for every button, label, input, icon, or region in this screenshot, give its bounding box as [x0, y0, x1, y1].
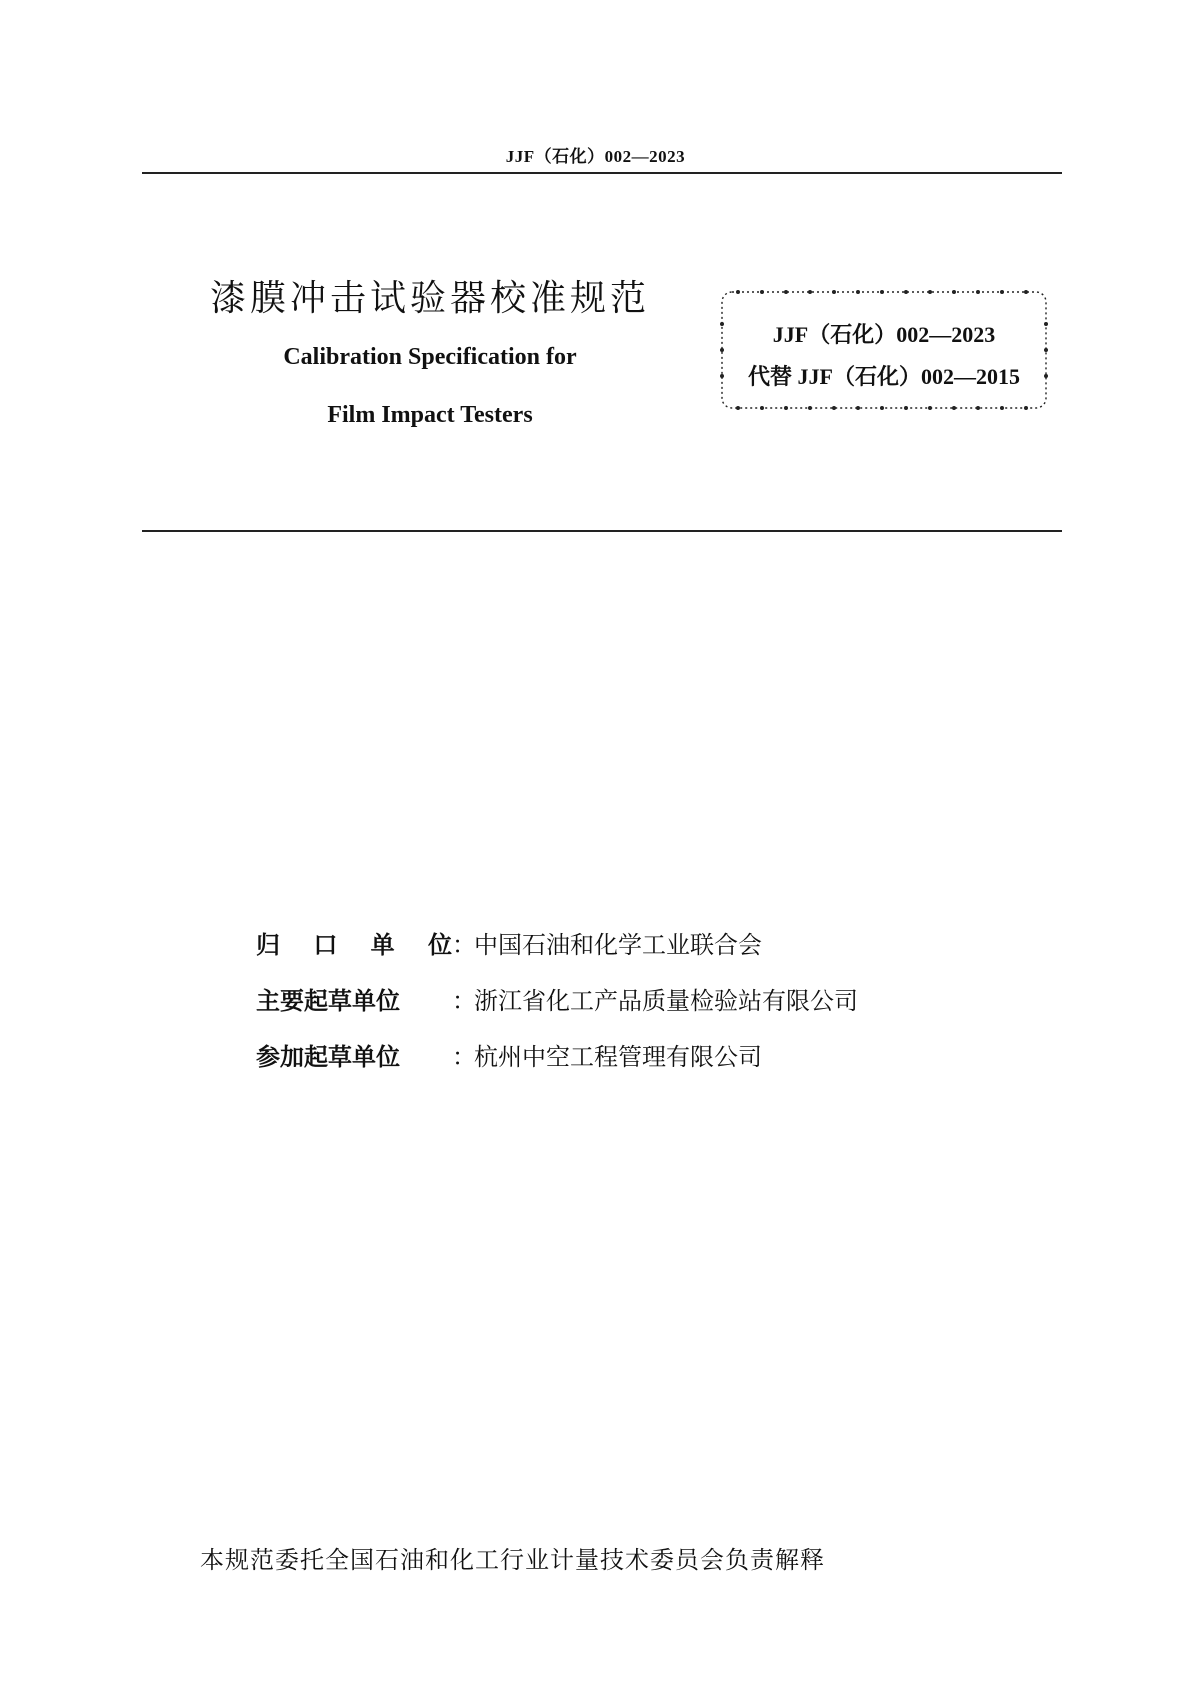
- document-title-english-line2: Film Impact Testers: [327, 402, 533, 428]
- unit-label: 参加起草单位: [256, 1043, 400, 1071]
- unit-row-participating-drafter: [256, 1037, 858, 1093]
- unit-label: [256, 925, 452, 981]
- document-title-chinese: 漆膜冲击试验器校准规范: [209, 278, 650, 319]
- decorative-border: [718, 288, 1050, 412]
- page-header-code: JJF（石化）002—2023: [505, 147, 686, 166]
- replaced-standard-code: 代替 JJF（石化）002—2015: [748, 364, 1020, 389]
- standard-code: JJF（石化）002—2023: [772, 322, 996, 347]
- unit-label-char: 口: [313, 931, 338, 959]
- unit-label: 主要起草单位: [256, 987, 400, 1015]
- interpretation-note: 本规范委托全国石油和化工行业计量技术委员会负责解释: [200, 1546, 825, 1574]
- unit-value: 杭州中空工程管理有限公司: [474, 1043, 762, 1071]
- unit-row-responsible: [256, 925, 858, 981]
- unit-colon: ：: [452, 1043, 476, 1071]
- unit-label-char: 单: [370, 931, 395, 959]
- drafting-units: [256, 925, 858, 1093]
- unit-label-char: 位: [427, 931, 452, 959]
- header-rule: [142, 172, 1062, 174]
- standard-code-box: [718, 288, 1050, 412]
- unit-value: 浙江省化工产品质量检验站有限公司: [474, 987, 858, 1015]
- unit-label-char: 归: [256, 931, 280, 959]
- unit-value: 中国石油和化学工业联合会: [474, 931, 762, 959]
- unit-row-main-drafter: [256, 981, 858, 1037]
- unit-colon: ：: [452, 987, 476, 1015]
- unit-colon: ：: [452, 931, 476, 959]
- title-rule: [142, 530, 1062, 532]
- document-title-english-line1: Calibration Specification for: [283, 344, 577, 370]
